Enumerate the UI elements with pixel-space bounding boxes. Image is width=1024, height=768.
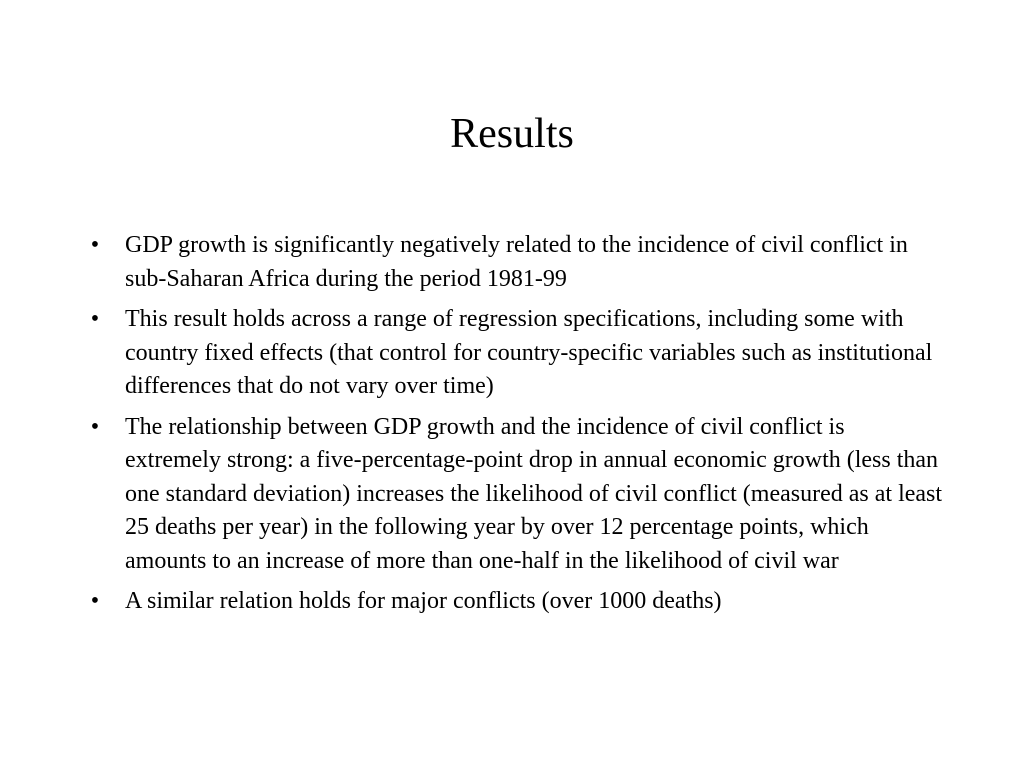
bullet-item [85, 303, 945, 404]
bullet-item [85, 411, 945, 579]
bullet-item [85, 229, 945, 296]
bullet-marker: • [90, 588, 100, 614]
bullet-text: A similar relation holds for major conflicts (over 1000 deaths) [125, 588, 722, 614]
bullet-marker: • [90, 306, 100, 332]
bullet-text: The relationship between GDP growth and the incidence of civil conflict is extremely strong: a five-percentage-point drop in annual economic growth (less than one standard deviation) increases the likelihood of civil conflict (measured as at least 25 deaths per year) in the following year by over 12 percentage points, which amounts to an increase of more than one-half in the likelihood of civil war [125, 413, 943, 574]
bullet-marker: • [90, 232, 100, 258]
slide-title: Results [450, 111, 574, 157]
bullet-list [85, 229, 945, 626]
bullet-text: GDP growth is significantly negatively related to the incidence of civil conflict in sub-Saharan Africa during the period 1981-99 [125, 232, 908, 292]
bullet-item [85, 585, 945, 619]
bullet-text: This result holds across a range of regression specifications, including some with country fixed effects (that control for country-specific variables such as institutional differences that do not vary over time) [125, 306, 933, 399]
bullet-marker: • [90, 413, 100, 440]
